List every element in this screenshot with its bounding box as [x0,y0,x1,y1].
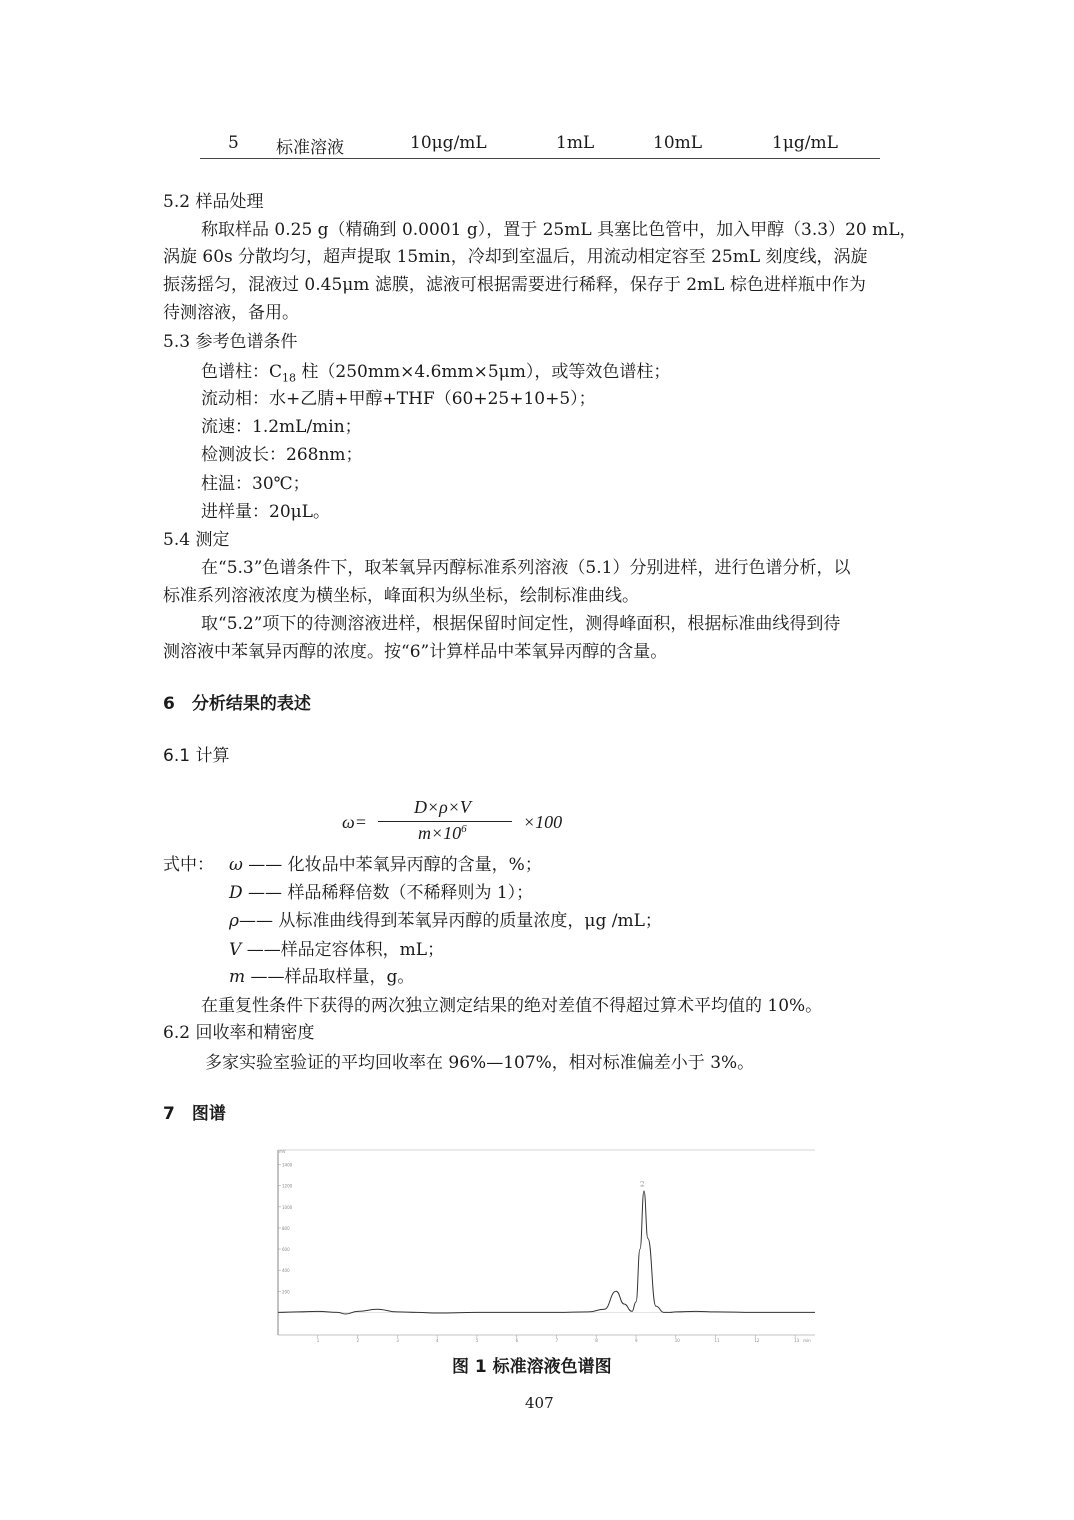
repeatability-statement: 在重复性条件下获得的两次独立测定结果的绝对差值不得超过算术平均值的 10%。 [201,996,823,1016]
var-desc: —— 样品稀释倍数（不稀释则为 1）； [248,883,534,903]
x-tick-label: 10 [674,1338,680,1343]
detection-wavelength: 检测波长：268nm； [201,445,363,465]
section-5-4-heading: 5.4 测定 [163,530,230,550]
x-tick-label: 7 [555,1338,558,1343]
paragraph-line: 在“5.3”色谱条件下，取苯氧异丙醇标准系列溶液（5.1）分别进样，进行色谱分析，以 [201,558,851,578]
section-5-2-heading: 5.2 样品处理 [163,192,264,212]
var-symbol: D [229,883,243,903]
paragraph-line: 取“5.2”项下的待测溶液进样，根据保留时间定性，测得峰面积，根据标准曲线得到待 [201,614,841,634]
var-d [229,883,533,903]
column-temperature: 柱温：30℃； [201,474,310,494]
x-tick-label: 3 [396,1338,399,1343]
column-prefix: 色谱柱：C [201,362,283,382]
recovery-statement: 多家实验室验证的平均回收率在 96%—107%，相对标准偏差小于 3%。 [205,1053,755,1073]
table-cell-name: 标准溶液 [276,138,344,158]
table-row [0,133,1074,158]
paragraph-line: 称取样品 0.25 g（精确到 0.0001 g），置于 25mL 具塞比色管中，加入甲醇（3.3）20 mL， [201,220,917,240]
y-tick-label: 200 [282,1289,290,1295]
fraction-bar [378,821,512,822]
table-cell-final-concentration: 1μg/mL [772,133,838,153]
var-symbol: ρ [229,911,239,931]
denominator-exponent: 6 [461,823,467,835]
x-tick-label: 12 [754,1338,760,1343]
paragraph-line: 待测溶液，备用。 [163,303,299,323]
injection-volume: 进样量：20μL。 [201,502,330,522]
paragraph-line: 涡旋 60s 分散均匀，超声提取 15min，冷却到室温后，用流动相定容至 25mL 刻度线，涡旋 [163,247,868,267]
var-symbol: V [229,940,242,960]
page-number: 407 [525,1394,554,1412]
x-tick-label: 13 [794,1338,800,1343]
mobile-phase: 流动相：水+乙腈+甲醇+THF（60+25+10+5）； [201,389,596,409]
var-m [229,967,414,987]
table-cell-no: 5 [228,133,239,153]
table-cell-final-volume: 10mL [653,133,703,153]
var-symbol: m [229,967,246,987]
x-tick-label: 2 [356,1338,360,1343]
formula-multiplier: ×100 [523,812,563,832]
section-5-3-heading: 5.3 参考色谱条件 [163,332,298,352]
var-desc: ——样品取样量，g。 [250,967,415,987]
paragraph-line: 标准系列溶液浓度为横坐标，峰面积为纵坐标，绘制标准曲线。 [163,586,639,606]
var-desc: ——样品定容体积，mL； [246,940,445,960]
flow-rate: 流速：1.2mL/min； [201,417,362,437]
column-suffix: 柱（250mm×4.6mm×5μm），或等效色谱柱； [296,362,671,382]
where-label: 式中： [163,855,214,875]
y-tick-label: 1200 [282,1183,293,1189]
section-6-2-heading: 6.2 回收率和精密度 [163,1023,315,1043]
section-6-1-heading: 6.1 计算 [163,746,230,766]
section-6-heading: 6 分析结果的表述 [163,694,311,714]
x-tick-label: 11 [714,1338,720,1343]
column-spec [201,362,670,388]
var-rho [229,911,662,931]
y-tick-label: 1400 [282,1162,293,1168]
x-tick-label: 5 [475,1338,479,1343]
x-tick-label: 1 [316,1338,320,1343]
y-tick-label: 1000 [282,1204,293,1210]
chromatogram-trace [278,1191,815,1314]
paragraph-line: 测溶液中苯氧异丙醇的浓度。按“6”计算样品中苯氧异丙醇的含量。 [163,642,668,662]
section-7-heading: 7 图谱 [163,1104,226,1124]
formula-lhs: ω= [342,812,367,832]
x-tick-label: 4 [436,1338,439,1343]
denominator-base: m×10 [418,823,462,843]
chromatogram-chart [270,1148,820,1348]
x-tick-label: 6 [515,1338,519,1343]
y-tick-label: 400 [282,1268,290,1274]
formula-denominator [418,823,467,844]
y-tick-label: 800 [282,1225,290,1231]
var-symbol: ω [229,855,243,875]
table-cell-concentration: 10μg/mL [410,133,487,153]
x-tick-label: 9 [635,1338,638,1343]
var-omega [229,855,542,875]
y-tick-label: 600 [282,1247,290,1253]
var-desc: —— 化妆品中苯氧异丙醇的含量，%； [248,855,542,875]
figure-caption: 图 1 标准溶液色谱图 [452,1357,612,1377]
paragraph-line: 振荡摇匀，混液过 0.45μm 滤膜，滤液可根据需要进行稀释，保存于 2mL 棕色进样瓶中作为 [163,275,866,295]
var-v [229,940,444,960]
x-tick-label: 8 [595,1338,598,1343]
peak-label: 9.2 [639,1180,645,1187]
formula-numerator: D×ρ×V [414,797,471,817]
y-axis-label: mV [279,1149,286,1154]
var-desc: —— 从标准曲线得到苯氧异丙醇的质量浓度，μg /mL； [239,911,662,931]
column-subscript: 18 [282,371,297,385]
table-bottom-rule [200,158,880,159]
table-cell-volume-taken: 1mL [556,133,595,153]
x-axis-label: min [803,1338,811,1343]
